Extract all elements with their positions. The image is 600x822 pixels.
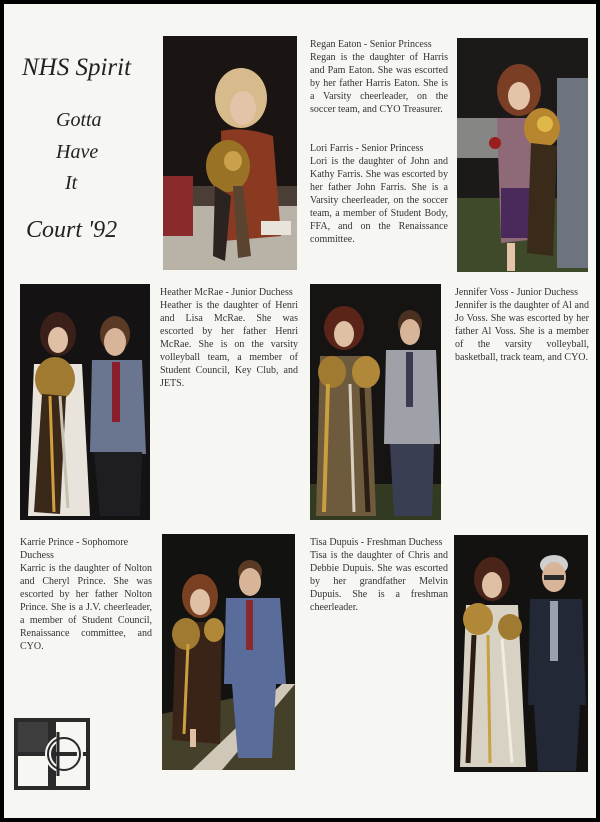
caption-title: Jennifer Voss - Junior Duchess bbox=[455, 287, 578, 298]
caption-body: Karric is the daughter of Nolton and Cheryl Prince. She was escorted by her father Nolton Prince. She is a J.V. cheerleader, a member of Student Council, Renaissance committee, and CYO. bbox=[20, 563, 152, 652]
caption-title: Heather McRae - Junior Duchess bbox=[160, 287, 293, 298]
yearbook-page bbox=[4, 4, 596, 818]
caption-title: Regan Eaton - Senior Princess bbox=[310, 39, 432, 50]
theme-line-2: Have bbox=[56, 141, 99, 163]
caption-title: Lori Farris - Senior Princess bbox=[310, 143, 424, 154]
caption-body: Tisa is the daughter of Chris and Debbie Dupuis. She was escorted by her grandfather Melvin Dupuis. She is a freshman cheerleader. bbox=[310, 550, 448, 613]
theme-line-3: It bbox=[65, 172, 78, 194]
caption-body: Regan is the daughter of Harris and Pam Eaton. She was escorted by her father Harris Eaton. She is a Varsity cheerleader, on the soccer team, and CYO Treasurer. bbox=[310, 52, 448, 115]
caption-jennifer-voss bbox=[455, 286, 589, 364]
photo-heather-mcrae bbox=[20, 284, 150, 520]
photo-regan-eaton bbox=[163, 36, 297, 270]
page-heading: NHS Spirit bbox=[22, 54, 132, 81]
caption-lori-farris bbox=[310, 142, 448, 246]
caption-body: Lori is the daughter of John and Kathy Farris. She was escorted by her father John Farris. She is a Varsity cheerleader, on the soccer team, a member of Student Body, FFA, and on the Renaissance committee. bbox=[310, 156, 448, 245]
photo-jennifer-voss bbox=[310, 284, 441, 520]
court-title: Court '92 bbox=[26, 217, 118, 243]
caption-karrie-prince bbox=[20, 536, 152, 653]
photo-lori-farris bbox=[457, 38, 588, 272]
caption-title: Tisa Dupuis - Freshman Duchess bbox=[310, 537, 443, 548]
school-logo-icon bbox=[14, 718, 90, 790]
caption-heather-mcrae bbox=[160, 286, 298, 390]
photo-karrie-prince bbox=[162, 534, 295, 770]
photo-tisa-dupuis bbox=[454, 535, 588, 772]
caption-title: Karrie Prince - Sophomore Duchess bbox=[20, 537, 129, 561]
theme-line-1: Gotta bbox=[56, 109, 102, 131]
caption-tisa-dupuis bbox=[310, 536, 448, 614]
caption-body: Heather is the daughter of Henri and Lisa McRae. She was escorted by her father Henri McRae. She is on the varsity volleyball team, a member of Student Council, Key Club, and JETS. bbox=[160, 300, 298, 389]
caption-regan-eaton bbox=[310, 38, 448, 116]
caption-body: Jennifer is the daughter of Al and Jo Voss. She was escorted by her father Al Voss. She is a member of the varsity volleyball, basketball, track team, and CYO. bbox=[455, 300, 589, 363]
